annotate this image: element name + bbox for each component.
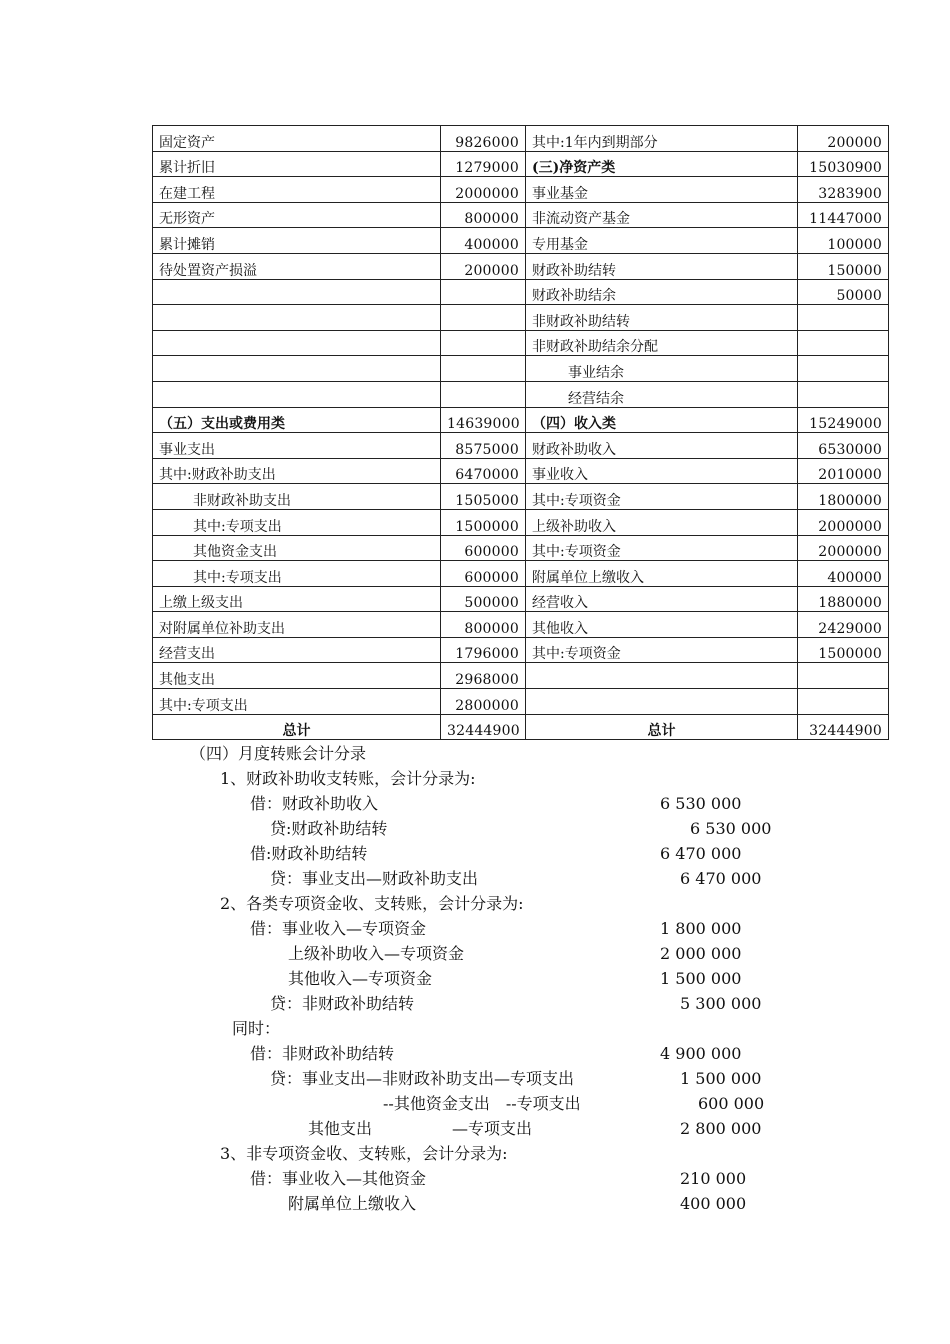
right-account-name: 非财政补助结余分配 bbox=[526, 330, 798, 356]
table-row bbox=[153, 228, 889, 254]
right-account-name: 事业基金 bbox=[526, 177, 798, 203]
right-account-name: 非流动资产基金 bbox=[526, 202, 798, 228]
left-account-name: 累计摊销 bbox=[153, 228, 441, 254]
right-account-amount: 2000000 bbox=[798, 509, 889, 535]
right-account-amount: 6530000 bbox=[798, 433, 889, 459]
right-account-amount: 1880000 bbox=[798, 586, 889, 612]
entry-line: 上级补助收入—专项资金 bbox=[288, 944, 465, 963]
entry-line: 借：财政补助收入 bbox=[250, 794, 379, 813]
right-account-amount: 15030900 bbox=[798, 151, 889, 177]
left-account-name: 非财政补助支出 bbox=[153, 484, 441, 510]
right-account-amount bbox=[798, 663, 889, 689]
left-account-amount: 2000000 bbox=[441, 177, 526, 203]
left-account-name: 事业支出 bbox=[153, 433, 441, 459]
left-account-name bbox=[153, 305, 441, 331]
left-account-amount: 1796000 bbox=[441, 637, 526, 663]
right-account-amount: 200000 bbox=[798, 126, 889, 152]
entry-line: 其他支出 —专项支出 bbox=[308, 1119, 533, 1138]
table-row bbox=[153, 612, 889, 638]
right-account-amount: 2000000 bbox=[798, 535, 889, 561]
entry-line: 其他收入—专项资金 bbox=[288, 969, 433, 988]
entry-amount: 6 530 000 bbox=[690, 819, 772, 838]
entry-line: 借：非财政补助结转 bbox=[250, 1044, 395, 1063]
left-account-amount: 600000 bbox=[441, 561, 526, 587]
left-account-name bbox=[153, 356, 441, 382]
right-account-amount: 2010000 bbox=[798, 458, 889, 484]
right-account-name: (三)净资产类 bbox=[526, 151, 798, 177]
entry-line: 借：事业收入—专项资金 bbox=[250, 919, 427, 938]
right-account-amount: 1800000 bbox=[798, 484, 889, 510]
left-account-amount bbox=[441, 381, 526, 407]
left-total-label: 总计 bbox=[153, 714, 441, 740]
right-account-name: 经营收入 bbox=[526, 586, 798, 612]
left-account-amount: 600000 bbox=[441, 535, 526, 561]
right-account-name: 专用基金 bbox=[526, 228, 798, 254]
table-row bbox=[153, 433, 889, 459]
entry-amount: 210 000 bbox=[680, 1169, 747, 1188]
left-account-name: 待处置资产损溢 bbox=[153, 253, 441, 279]
left-account-name: 其中:财政补助支出 bbox=[153, 458, 441, 484]
right-account-name: 其中:1年内到期部分 bbox=[526, 126, 798, 152]
left-account-amount: 8575000 bbox=[441, 433, 526, 459]
right-account-amount: 400000 bbox=[798, 561, 889, 587]
table-row bbox=[153, 407, 889, 433]
entry-amount: 1 500 000 bbox=[660, 969, 742, 988]
right-total-label: 总计 bbox=[526, 714, 798, 740]
left-account-amount bbox=[441, 356, 526, 382]
table-row bbox=[153, 253, 889, 279]
right-account-name: 事业收入 bbox=[526, 458, 798, 484]
entry-amount: 6 530 000 bbox=[660, 794, 742, 813]
entry-line: 附属单位上缴收入 bbox=[288, 1194, 417, 1213]
entry-note: 同时： bbox=[232, 1019, 281, 1038]
table-row bbox=[153, 279, 889, 305]
right-account-name: 经营结余 bbox=[526, 381, 798, 407]
right-account-amount: 50000 bbox=[798, 279, 889, 305]
left-account-name: 在建工程 bbox=[153, 177, 441, 203]
left-account-amount: 14639000 bbox=[441, 407, 526, 433]
right-account-name: 财政补助结转 bbox=[526, 253, 798, 279]
table-row bbox=[153, 509, 889, 535]
right-account-name bbox=[526, 663, 798, 689]
table-row bbox=[153, 637, 889, 663]
table-row bbox=[153, 330, 889, 356]
right-account-name: 其他收入 bbox=[526, 612, 798, 638]
left-account-name bbox=[153, 279, 441, 305]
left-account-amount bbox=[441, 279, 526, 305]
entry-section-3: 3、非专项资金收、支转账，会计分录为: bbox=[220, 1144, 508, 1163]
entry-section-1: 1、财政补助收支转账，会计分录为: bbox=[220, 769, 476, 788]
entry-line: --其他资金支出 --专项支出 bbox=[383, 1094, 581, 1113]
left-account-amount: 200000 bbox=[441, 253, 526, 279]
right-account-amount: 100000 bbox=[798, 228, 889, 254]
left-account-amount: 1279000 bbox=[441, 151, 526, 177]
table-row bbox=[153, 356, 889, 382]
right-account-amount bbox=[798, 356, 889, 382]
right-account-name: 财政补助收入 bbox=[526, 433, 798, 459]
right-account-name: 财政补助结余 bbox=[526, 279, 798, 305]
entry-amount: 400 000 bbox=[680, 1194, 747, 1213]
table-row bbox=[153, 305, 889, 331]
balance-table-body bbox=[153, 126, 889, 740]
right-account-name: 附属单位上缴收入 bbox=[526, 561, 798, 587]
right-account-amount: 150000 bbox=[798, 253, 889, 279]
right-account-amount bbox=[798, 305, 889, 331]
left-account-amount: 400000 bbox=[441, 228, 526, 254]
left-account-amount: 800000 bbox=[441, 202, 526, 228]
table-row bbox=[153, 151, 889, 177]
table-row bbox=[153, 663, 889, 689]
table-row bbox=[153, 484, 889, 510]
left-account-name: 累计折旧 bbox=[153, 151, 441, 177]
right-account-name: （四）收入类 bbox=[526, 407, 798, 433]
entry-amount: 2 000 000 bbox=[660, 944, 742, 963]
entry-amount: 600 000 bbox=[698, 1094, 765, 1113]
entry-line: 借：事业收入—其他资金 bbox=[250, 1169, 427, 1188]
right-account-amount: 1500000 bbox=[798, 637, 889, 663]
left-account-name: 其他资金支出 bbox=[153, 535, 441, 561]
right-account-amount: 15249000 bbox=[798, 407, 889, 433]
left-account-amount bbox=[441, 305, 526, 331]
entry-line: 贷:财政补助结转 bbox=[270, 819, 388, 838]
right-account-name: 其中:专项资金 bbox=[526, 484, 798, 510]
left-account-amount: 1500000 bbox=[441, 509, 526, 535]
entry-line: 贷：事业支出—非财政补助支出—专项支出 bbox=[270, 1069, 575, 1088]
right-account-name: 事业结余 bbox=[526, 356, 798, 382]
left-account-name: 对附属单位补助支出 bbox=[153, 612, 441, 638]
balance-table bbox=[152, 125, 889, 740]
right-account-amount: 11447000 bbox=[798, 202, 889, 228]
entry-line: 借:财政补助结转 bbox=[250, 844, 368, 863]
total-row bbox=[153, 714, 889, 740]
entry-line: 贷：事业支出—财政补助支出 bbox=[270, 869, 479, 888]
left-account-name: 无形资产 bbox=[153, 202, 441, 228]
entry-amount: 2 800 000 bbox=[680, 1119, 762, 1138]
left-account-amount: 500000 bbox=[441, 586, 526, 612]
right-total-amount: 32444900 bbox=[798, 714, 889, 740]
entry-amount: 1 500 000 bbox=[680, 1069, 762, 1088]
table-row bbox=[153, 561, 889, 587]
left-account-amount: 1505000 bbox=[441, 484, 526, 510]
left-account-name: 其中:专项支出 bbox=[153, 509, 441, 535]
right-account-amount bbox=[798, 689, 889, 715]
left-account-amount: 2968000 bbox=[441, 663, 526, 689]
entry-amount: 6 470 000 bbox=[660, 844, 742, 863]
entry-section-2: 2、各类专项资金收、支转账，会计分录为: bbox=[220, 894, 524, 913]
left-account-amount: 6470000 bbox=[441, 458, 526, 484]
right-account-name: 非财政补助结转 bbox=[526, 305, 798, 331]
table-row bbox=[153, 689, 889, 715]
left-account-amount: 2800000 bbox=[441, 689, 526, 715]
left-account-name: 其中:专项支出 bbox=[153, 561, 441, 587]
right-account-amount bbox=[798, 381, 889, 407]
right-account-amount bbox=[798, 330, 889, 356]
left-account-amount bbox=[441, 330, 526, 356]
entry-amount: 5 300 000 bbox=[680, 994, 762, 1013]
left-account-amount: 9826000 bbox=[441, 126, 526, 152]
left-account-name: 上缴上级支出 bbox=[153, 586, 441, 612]
right-account-name: 其中:专项资金 bbox=[526, 535, 798, 561]
left-account-name: 经营支出 bbox=[153, 637, 441, 663]
left-account-name bbox=[153, 330, 441, 356]
left-account-name: 其中:专项支出 bbox=[153, 689, 441, 715]
entry-amount: 4 900 000 bbox=[660, 1044, 742, 1063]
entry-line: 贷：非财政补助结转 bbox=[270, 994, 415, 1013]
table-row bbox=[153, 126, 889, 152]
table-row bbox=[153, 586, 889, 612]
table-row bbox=[153, 177, 889, 203]
left-account-name: 其他支出 bbox=[153, 663, 441, 689]
left-account-name: （五）支出或费用类 bbox=[153, 407, 441, 433]
table-row bbox=[153, 458, 889, 484]
right-account-name: 其中:专项资金 bbox=[526, 637, 798, 663]
right-account-amount: 2429000 bbox=[798, 612, 889, 638]
right-account-name bbox=[526, 689, 798, 715]
left-account-amount: 800000 bbox=[441, 612, 526, 638]
entry-amount: 6 470 000 bbox=[680, 869, 762, 888]
table-row bbox=[153, 381, 889, 407]
entries-heading: （四）月度转账会计分录 bbox=[190, 744, 367, 763]
left-account-name: 固定资产 bbox=[153, 126, 441, 152]
table-row bbox=[153, 535, 889, 561]
right-account-amount: 3283900 bbox=[798, 177, 889, 203]
table-row bbox=[153, 202, 889, 228]
left-account-name bbox=[153, 381, 441, 407]
entry-amount: 1 800 000 bbox=[660, 919, 742, 938]
right-account-name: 上级补助收入 bbox=[526, 509, 798, 535]
left-total-amount: 32444900 bbox=[441, 714, 526, 740]
